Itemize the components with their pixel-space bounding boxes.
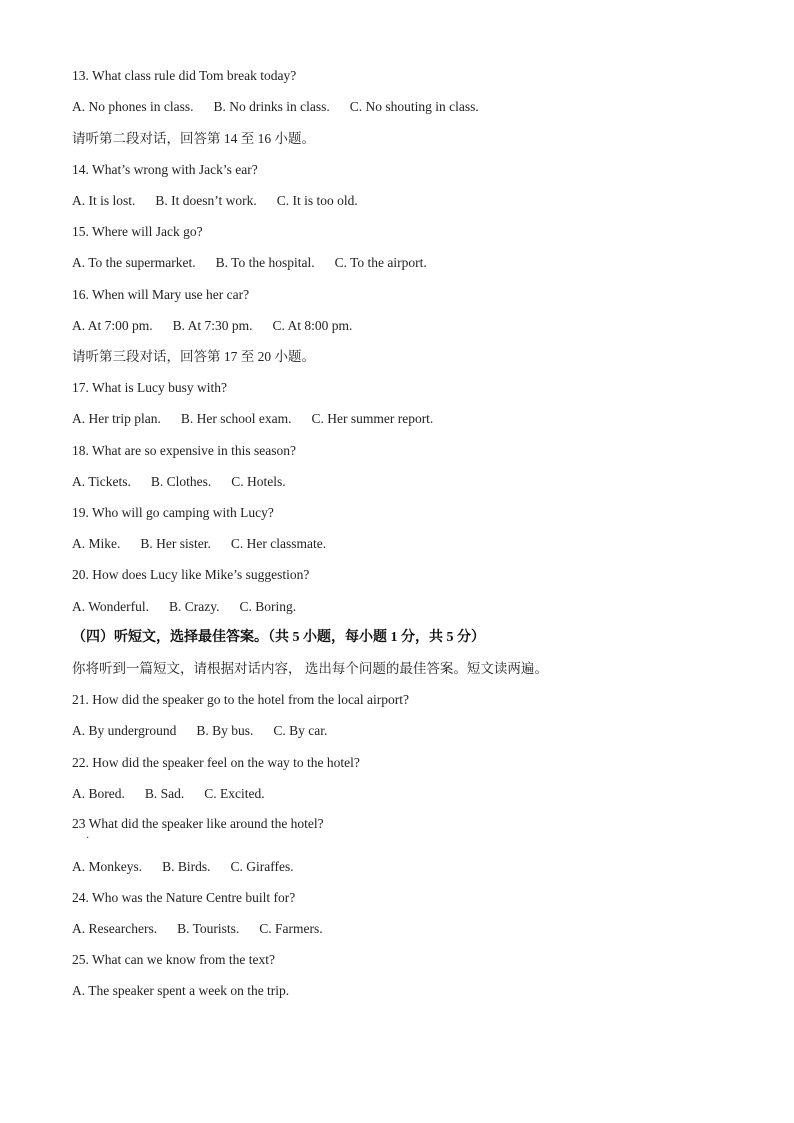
options-21 (72, 722, 327, 740)
option-13-b[interactable]: B. No drinks in class. (213, 99, 330, 114)
option-16-b[interactable]: B. At 7:30 pm. (172, 318, 253, 333)
option-19-c[interactable]: C. Her classmate. (230, 536, 327, 551)
options-17 (72, 410, 433, 428)
question-15: 15. Where will Jack go? (72, 224, 203, 239)
option-16-a[interactable]: A. At 7:00 pm. (72, 318, 153, 333)
options-16 (72, 317, 352, 335)
option-16-c[interactable]: C. At 8:00 pm. (272, 318, 353, 333)
option-18-c[interactable]: C. Hotels. (231, 474, 286, 489)
option-22-c[interactable]: C. Excited. (204, 786, 265, 801)
option-21-c[interactable]: C. By car. (273, 723, 328, 738)
options-24 (72, 920, 323, 938)
question-19: 19. Who will go camping with Lucy? (72, 505, 274, 520)
option-14-b[interactable]: B. It doesn’t work. (155, 193, 257, 208)
question-25: 25. What can we know from the text? (72, 952, 275, 967)
option-24-b[interactable]: B. Tourists. (177, 921, 240, 936)
options-15 (72, 254, 427, 272)
question-23: 23 What did the speaker like around the hotel? (72, 816, 324, 831)
options-25 (72, 982, 289, 1000)
option-22-a[interactable]: A. Bored. (72, 786, 125, 801)
option-17-c[interactable]: C. Her summer report. (311, 411, 434, 426)
option-13-c[interactable]: C. No shouting in class. (349, 99, 479, 114)
question-22: 22. How did the speaker feel on the way to the hotel? (72, 755, 360, 770)
options-13 (72, 98, 479, 116)
option-17-a[interactable]: A. Her trip plan. (72, 411, 161, 426)
option-24-a[interactable]: A. Researchers. (72, 921, 158, 936)
option-15-a[interactable]: A. To the supermarket. (72, 255, 196, 270)
option-23-c[interactable]: C. Giraffes. (230, 859, 294, 874)
option-20-c[interactable]: C. Boring. (239, 599, 297, 614)
options-23 (72, 858, 294, 876)
options-22 (72, 785, 265, 803)
options-20 (72, 598, 296, 616)
question-13: 13. What class rule did Tom break today? (72, 68, 297, 83)
option-21-b[interactable]: B. By bus. (196, 723, 254, 738)
option-14-c[interactable]: C. It is too old. (276, 193, 358, 208)
option-15-b[interactable]: B. To the hospital. (215, 255, 315, 270)
option-23-a[interactable]: A. Monkeys. (72, 859, 143, 874)
question-24: 24. Who was the Nature Centre built for? (72, 890, 296, 905)
option-19-a[interactable]: A. Mike. (72, 536, 121, 551)
question-18: 18. What are so expensive in this season? (72, 443, 296, 458)
option-14-a[interactable]: A. It is lost. (72, 193, 136, 208)
option-23-b[interactable]: B. Birds. (162, 859, 211, 874)
section-4-title: （四）听短文，选择最佳答案。（共 5 小题，每小题 1 分，共 5 分） (72, 630, 485, 645)
option-18-b[interactable]: B. Clothes. (150, 474, 212, 489)
instruction-part-2: 请听第二段对话，回答第 14 至 16 小题。 (72, 131, 315, 146)
option-18-a[interactable]: A. Tickets. (72, 474, 131, 489)
question-17: 17. What is Lucy busy with? (72, 380, 227, 395)
option-20-a[interactable]: A. Wonderful. (72, 599, 150, 614)
instruction-part-3: 请听第三段对话，回答第 17 至 20 小题。 (72, 349, 315, 364)
option-13-a[interactable]: A. No phones in class. (72, 99, 194, 114)
question-21: 21. How did the speaker go to the hotel from the local airport? (72, 692, 410, 707)
option-24-c[interactable]: C. Farmers. (259, 921, 323, 936)
section-4-instruction: 你将听到一篇短文，请根据对话内容， 选出每个问题的最佳答案。短文读两遍。 (72, 661, 548, 676)
options-18 (72, 473, 286, 491)
option-25-a[interactable]: A. The speaker spent a week on the trip. (72, 983, 290, 998)
options-14 (72, 192, 358, 210)
question-20: 20. How does Lucy like Mike’s suggestion? (72, 567, 310, 582)
question-14: 14. What’s wrong with Jack’s ear? (72, 162, 258, 177)
option-22-b[interactable]: B. Sad. (144, 786, 185, 801)
option-15-c[interactable]: C. To the airport. (334, 255, 427, 270)
stray-dot: · (86, 833, 90, 844)
option-20-b[interactable]: B. Crazy. (169, 599, 220, 614)
option-17-b[interactable]: B. Her school exam. (180, 411, 292, 426)
options-19 (72, 535, 326, 553)
option-19-b[interactable]: B. Her sister. (140, 536, 211, 551)
option-21-a[interactable]: A. By underground (72, 723, 177, 738)
question-16: 16. When will Mary use her car? (72, 287, 250, 302)
